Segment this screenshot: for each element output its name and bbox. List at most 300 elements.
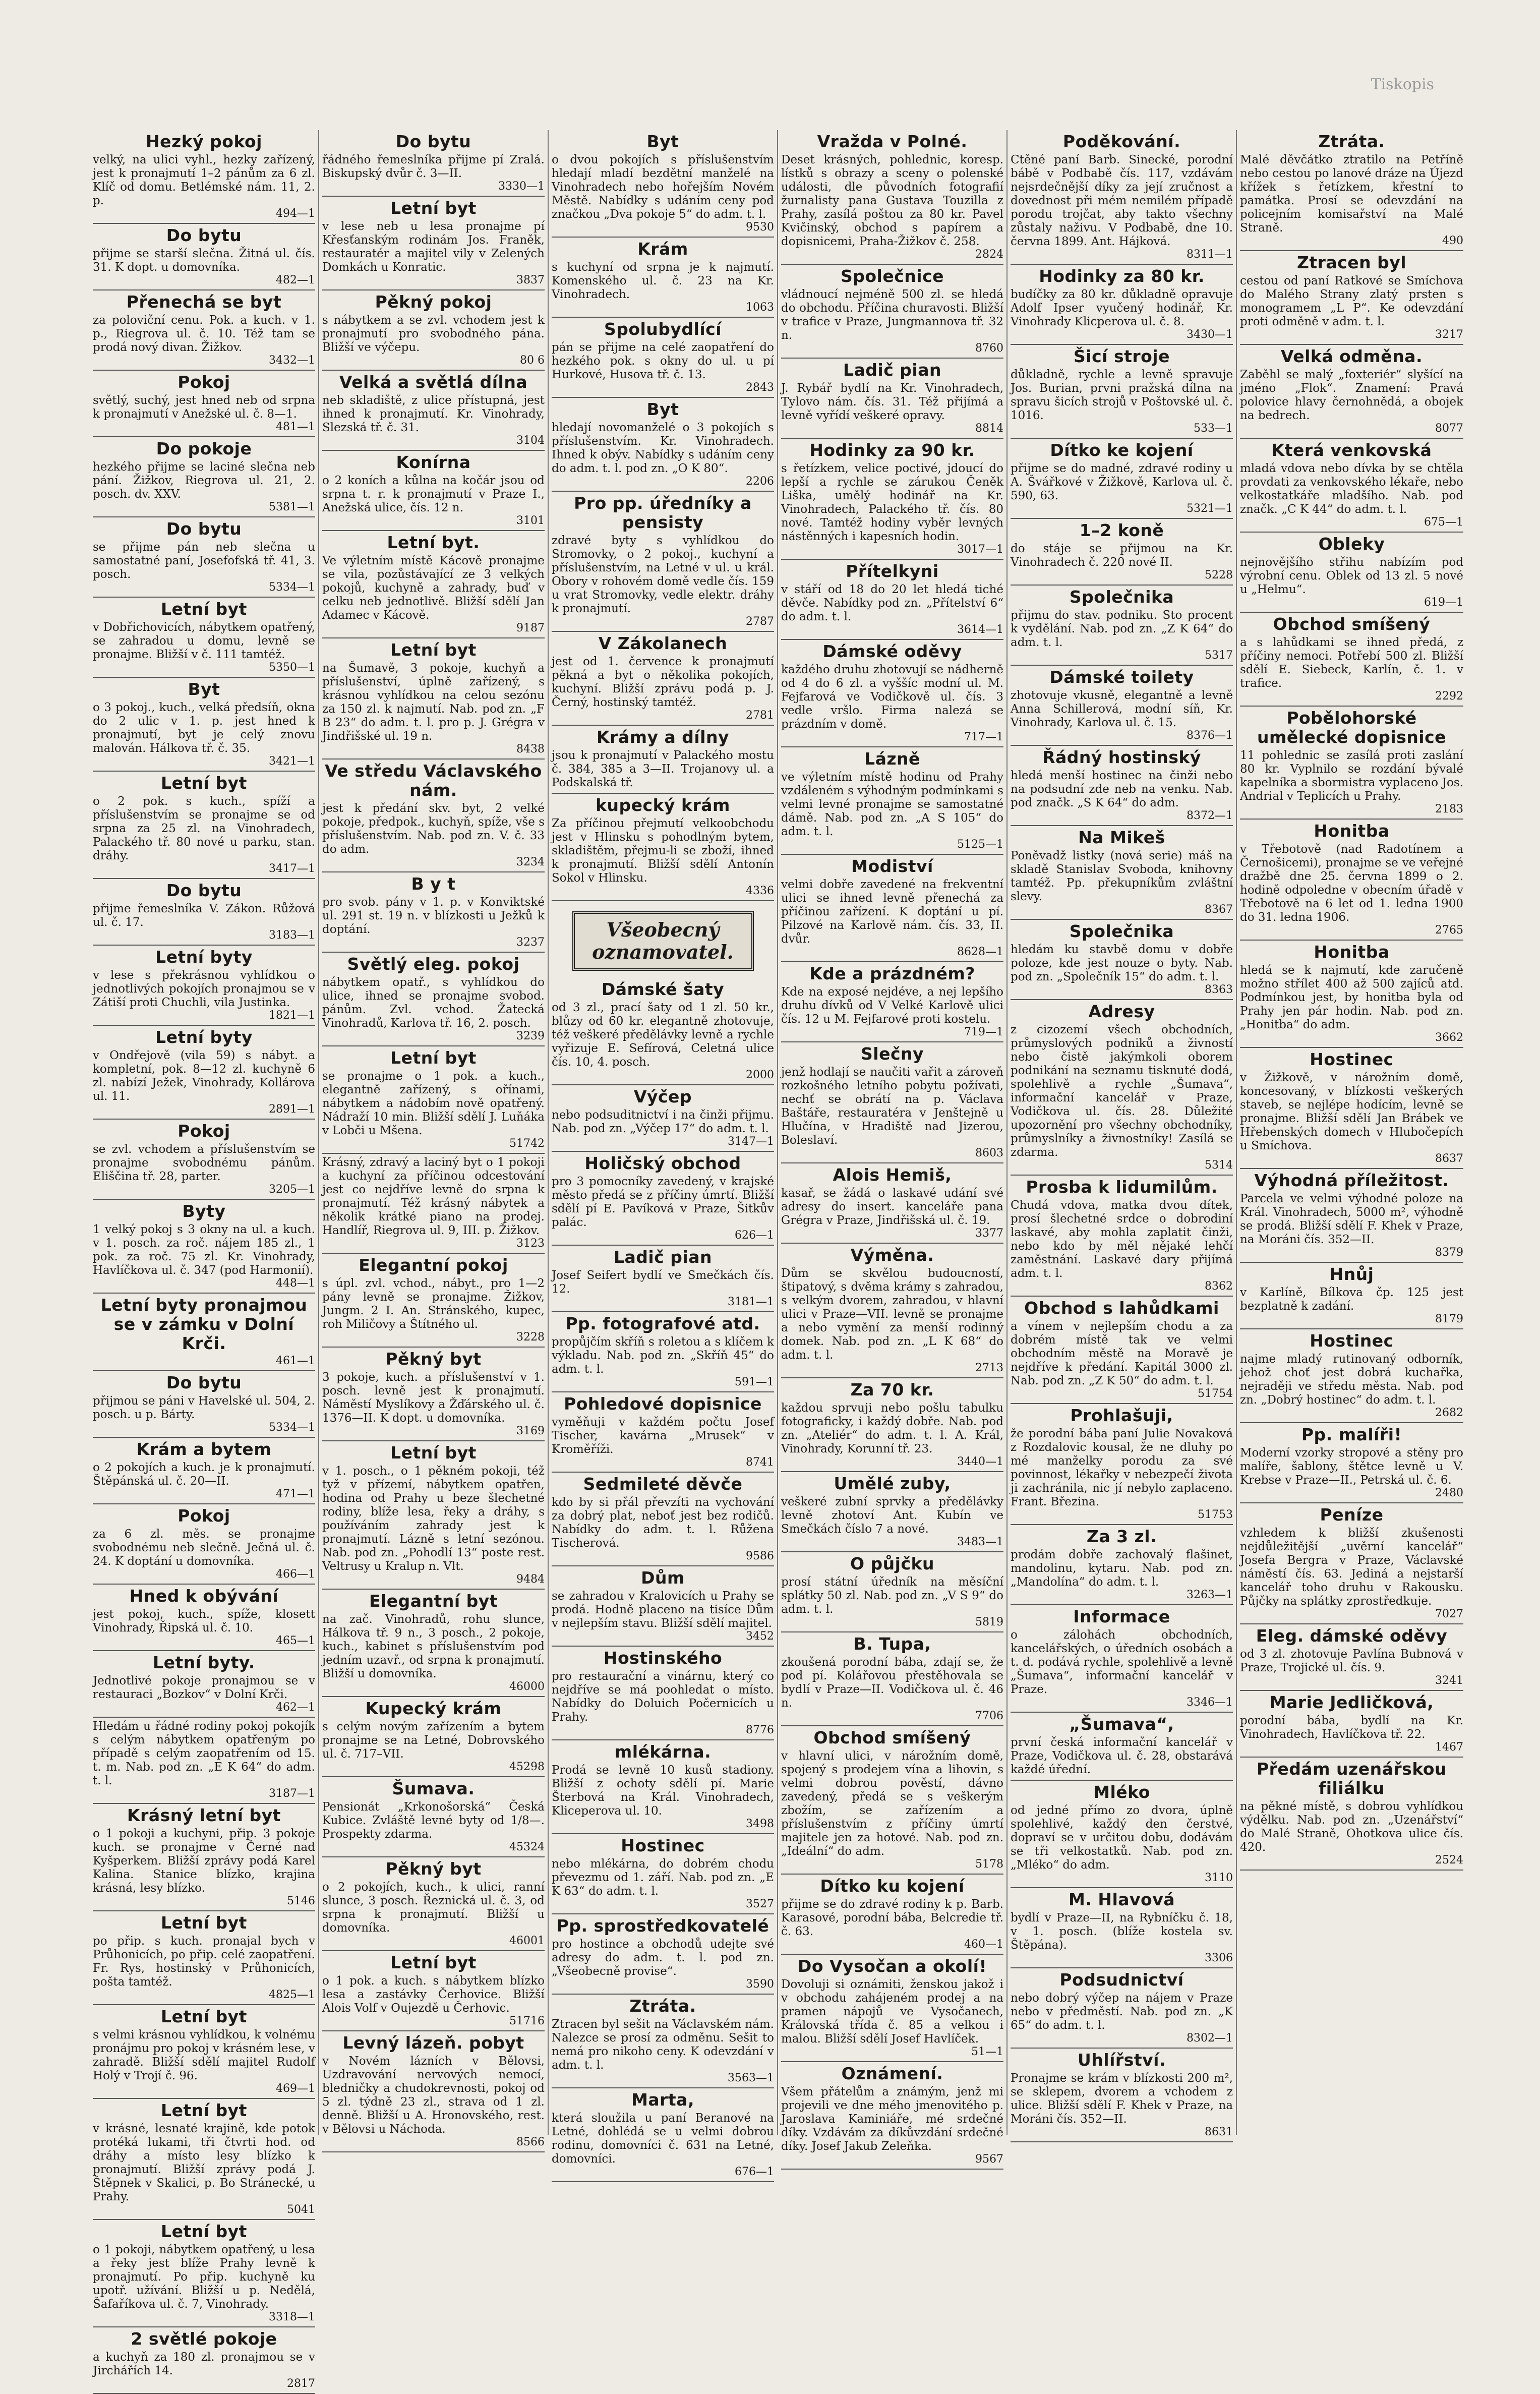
ad-code: 2713	[975, 1362, 1003, 1374]
classified-ad	[93, 2327, 315, 2394]
classified-ad	[552, 238, 774, 318]
classified-ad	[552, 1834, 774, 1914]
ad-code: 5178	[975, 1858, 1003, 1871]
ad-code: 462—1	[276, 1701, 315, 1714]
ad-heading: Hned k obývání	[129, 1586, 279, 1606]
ad-heading: B. Tupa,	[853, 1634, 931, 1654]
ad-heading: Letní byt	[161, 599, 247, 619]
ad-body: o 2 pok. s kuch., spíží a příslušenstvím se pronajme se od srpna za 25 zl. na Vinohradech, Palackého tř. 80 nové u parku, stan. dráhy.	[93, 795, 315, 862]
ad-body: důkladně, rychle a levně spravuje Jos. Burian, prvni pražská dílna na spravu šicích strojů v Poštovské ul. č. 1016.	[1011, 368, 1233, 422]
classified-ad	[322, 531, 545, 638]
ad-code: 51742	[509, 1137, 545, 1150]
ad-body: Ztracen byl sešit na Václavském nám. Nalezce se prosí za odměnu. Sešit to nemá pro nikoho ceny. K odevzdání v adm. t. l.	[552, 2018, 774, 2072]
classified-ad	[552, 1246, 774, 1312]
ad-body: pro restaurační a vinárnu, který co nejdříve se má poohledat o místo. Nabídky do Doluich Počernicích u Prahy.	[552, 1670, 774, 1724]
ad-code: 2891—1	[269, 1103, 315, 1116]
ad-body: o 2 pokojích, kuch., k ulici, ranní slunce, 3 posch. Řeznická ul. č. 3, od srpna k pronajmutí. Bližší u domovníka.	[322, 1881, 545, 1935]
classified-ad	[781, 265, 1003, 359]
ad-body: s nábytkem a se zvl. vchodem jest k pronajmutí pro svobodného pána. Bližší ve výčepu.	[322, 314, 545, 354]
ad-body: která sloužila u paní Beranové na Letné, dohlédá se u velmi dobrou rodinu, domovníci č. 631 na Letné, domovníci.	[552, 2112, 774, 2166]
ad-code: 3421—1	[269, 755, 315, 768]
ad-heading: Letní byt	[161, 2007, 247, 2026]
ad-code: 3169	[516, 1425, 545, 1437]
classified-ad	[552, 1085, 774, 1152]
ad-code: 46000	[509, 1680, 545, 1693]
ad-heading: Do Vysočan a okolí!	[797, 1956, 987, 1976]
ad-code: 1063	[746, 301, 774, 314]
ad-body: přijme řemeslníka V. Zákon. Růžová ul. č. 17.	[93, 902, 315, 929]
ad-code: 8367	[1205, 903, 1233, 916]
ad-body: po přip. s kuch. pronajal bych v Průhonicích, po přip. celé zaopatření. Fr. Rys, hostinský v Průhonicích, pošta tamtéž.	[93, 1935, 315, 1989]
classified-ad	[322, 1777, 545, 1857]
ad-body: Za příčinou přejmutí velkoobchodu jest v Hlinsku s pohodlným bytem, skladištěm, přejmu-li se zboží, ihned k pronajmutí. Bližší sdělí Antonín Sokol v Hlinsku.	[552, 817, 774, 885]
ad-code: 5125—1	[957, 838, 1003, 851]
classified-ad	[781, 1726, 1003, 1875]
ad-code: 3590	[746, 1978, 774, 1991]
ad-body: Pronajme se krám v blízkosti 200 m², se sklepem, dvorem a vchodem z ulice. Bližší sdělí F. Khek v Praze, na Moráni čís. 352—II.	[1011, 2072, 1233, 2126]
ad-code: 8603	[975, 1147, 1003, 1159]
ad-code: 2843	[746, 381, 774, 394]
ad-heading: O půjčku	[850, 1554, 934, 1573]
classified-ad	[1011, 666, 1233, 746]
classified-ad	[781, 962, 1003, 1042]
ad-body: do stáje se přijmou na Kr. Vinohradech č. 220 nové II.	[1011, 542, 1233, 569]
classified-ad	[93, 678, 315, 772]
ad-heading: 2 světlé pokoje	[131, 2329, 277, 2349]
ad-body: Prodá se levně 10 kusů stadiony. Bližší z ochoty sdělí pí. Marie Šterbová na Král. Vinohradech, Kliceperova ul. 10.	[552, 1764, 774, 1818]
classified-ad	[322, 1590, 545, 1697]
ad-code: 3101	[516, 514, 545, 527]
ad-code: 448—1	[276, 1277, 315, 1290]
ad-body: bydlí v Praze—II, na Rybníčku č. 18, v 1. posch. (blíže kostela sv. Štěpána).	[1011, 1911, 1233, 1952]
ad-code: 471—1	[276, 1488, 315, 1500]
ad-body: Dům se skvělou budoucností, štipatový, s dvěma krámy s zahradou, s velkým dvorem, zahradou, v hlavní ulici v Praze—VII. levně se pronajme a nebo vymění za menší rodinný domek. Nab. pod zn. „L K 68“ do adm. t. l.	[781, 1267, 1003, 1362]
ad-heading: Do bytu	[166, 881, 242, 900]
ad-body: světlý, suchý, jest hned neb od srpna k pronajmutí v Anežské ul. č. 8—1.	[93, 394, 315, 421]
ad-body: a vínem v nejlepším chodu a za dobrém místě tak ve velmi obchodním městě na Moravě je nejdříve k předání. Kapitál 3000 zl. Nab. pod zn. „Z K 50“ do adm. t. l.	[1011, 1320, 1233, 1387]
ad-heading: Letní byt	[390, 198, 477, 218]
ad-code: 8637	[1435, 1152, 1463, 1165]
ad-body: s řetízkem, velice poctivé, jdoucí do lepší a rychle se zárukou Čeněk Liška, umělý hodinář na Kr. Vinohradech, Palackého tř. čís. 80 nové. Tamtéž hodiny vyběr levných nástěnných i kapesních hodin.	[781, 462, 1003, 543]
ad-column-2	[319, 130, 549, 2148]
ad-heading: Obchod s lahůdkami	[1024, 1298, 1219, 1318]
classified-ad	[1240, 1758, 1463, 1871]
classified-ad	[322, 1697, 545, 1777]
ad-code: 2824	[975, 248, 1003, 261]
ad-heading: Letní byt	[390, 1443, 477, 1463]
ad-body: 11 pohlednic se zasílá proti zaslání 80 kr. Vyplnilo se rozdání bývalé kapelníka a sbormistra vyplaceno Jos. Andrial v Teplicích u Prahy.	[1240, 749, 1463, 803]
classified-ad	[93, 1120, 315, 1200]
classified-ad	[781, 1552, 1003, 1632]
ad-code: 8814	[975, 422, 1003, 435]
classified-ad	[552, 492, 774, 632]
classified-ad	[781, 1875, 1003, 1955]
ad-heading: Pp. malíři!	[1301, 1425, 1402, 1444]
classified-ad	[93, 290, 315, 371]
ad-code: 8566	[516, 2136, 545, 2148]
ad-code: 3498	[746, 1818, 774, 1830]
ad-heading: Výměna.	[850, 1245, 934, 1265]
ad-body: Moderní vzorky stropové a stěny pro malíře, šablony, štětce levně u V. Krebse v Praze—II., Petrská ul. č. 6.	[1240, 1446, 1463, 1487]
classified-ad	[93, 1804, 315, 1911]
ad-code: 626—1	[735, 1229, 774, 1242]
ad-body: hezkého přijme se laciné slečna neb pání. Žižkov, Riegrova ul. 21, 2. posch. dv. XXV.	[93, 460, 315, 501]
classified-ad	[552, 398, 774, 492]
classified-ad	[93, 879, 315, 946]
ad-heading: Dámské oděvy	[822, 641, 962, 661]
ad-heading: Hostinec	[621, 1836, 705, 1855]
ad-heading: Výhodná příležitost.	[1254, 1171, 1449, 1190]
ad-body: o 3 pokoj., kuch., velká předsíň, okna do 2 ulic v 1. p. jest hned k pronajmutí, byt je celý znovu malován. Hálkova tř. č. 35.	[93, 701, 315, 755]
ad-code: 490	[1442, 235, 1463, 247]
ad-body: hledá menší hostinec na činži nebo na podsudní zde neb na venku. Nab. pod značk. „S K 64“ do adm.	[1011, 769, 1233, 809]
ad-code: 675—1	[1424, 516, 1463, 529]
ad-code: 5819	[975, 1616, 1003, 1628]
ad-code: 3110	[1205, 1872, 1233, 1884]
classified-ad	[93, 224, 315, 290]
classified-ad	[322, 1951, 545, 2031]
ad-heading: Pokoj	[177, 372, 230, 392]
classified-ad	[1240, 345, 1463, 439]
ad-heading: Ztracen byl	[1296, 253, 1407, 272]
ad-heading: Výčep	[633, 1087, 692, 1106]
ad-body: že porodní bába paní Julie Novaková z Rozdalovic kousal, že ne dluhy po mé manželky porodu za své povinnost, lékařky v nebezpečí života ji zachránila, nic jí nebylo zaplaceno. Frant. Březina.	[1011, 1427, 1233, 1508]
ad-code: 3527	[746, 1898, 774, 1910]
ad-heading: Slečny	[860, 1044, 924, 1064]
ad-body: zhotovuje vkusně, elegantně a levně Anna Schillerová, modní síň, Kr. Vinohrady, Karlova ul. č. 15.	[1011, 689, 1233, 729]
classified-ad	[552, 632, 774, 726]
ad-body: v 1. posch., o 1 pěkném pokoji, též tyž v přízemí, nábytkem opatřen, hodina od Prahy u beze šlechetné rodiny, blíže lesa, řeky a dráhy, s používáním zahrady jest k pronajmutí. Lázně s letní sezónou. Nab. pod zn. „Pohodlí 13“ poste rest. Veltrusy u Kralup n. Vlt.	[322, 1465, 545, 1573]
classified-ad	[93, 2220, 315, 2327]
ad-code: 5041	[287, 2203, 315, 2216]
ad-code: 3241	[1435, 1674, 1463, 1687]
ad-code: 8631	[1205, 2126, 1233, 2138]
ad-heading: Letní byty	[155, 1027, 253, 1047]
ad-body: od 3 zl., prací šaty od 1 zl. 50 kr., blůzy od 60 kr. elegantně zhotovuje, též veškeré předělávky levně a rychle vyřizuje E. Sefírová, Celetná ulice čís. 10, 4. posch.	[552, 1001, 774, 1069]
ad-body: v Dobřichovicích, nábytkem opatřený, se zahradou u domu, levně se pronajme. Bližší v č. 111 tamtéž.	[93, 621, 315, 661]
ad-code: 2817	[287, 2377, 315, 2390]
ad-heading: „Šumava“,	[1069, 1714, 1174, 1734]
ad-heading: Velká a světlá dílna	[339, 372, 528, 392]
classified-ad	[93, 1026, 315, 1120]
ad-heading: Společnika	[1069, 921, 1174, 941]
classified-ad	[552, 2088, 774, 2182]
ad-body: na pěkné místě, s dobrou vyhlídkou výdělku. Nab. pod zn. „Uzenářství“ do Malé Straně, Ohotkova ulice čís. 420.	[1240, 1800, 1463, 1854]
classified-ad	[552, 1995, 774, 2088]
ad-body: v Třebotově (nad Radotínem a Černošicemi), pronajme se ve veřejné dražbě dne 25. června 1899 o 2. hodině odpoledne v obecním úřadě v Třebotově na 6 let od 1. ledna 1900 do 31. ledna 1906.	[1240, 843, 1463, 924]
ad-body: nebo dobrý výčep na nájem v Praze nebo v předměstí. Nab. pod zn. „K 65“ do adm. t. l.	[1011, 1992, 1233, 2032]
ad-code: 5381—1	[269, 501, 315, 513]
ad-column-1	[90, 130, 319, 2390]
ad-heading: Hodinky za 80 kr.	[1039, 266, 1205, 286]
ad-heading: Pokoj	[177, 1121, 230, 1141]
classified-ad	[93, 1651, 315, 1718]
ad-body: J. Rybář bydlí na Kr. Vinohradech, Tylovo nám. čís. 31. Též přijímá a levně vyřídí veškeré opravy.	[781, 382, 1003, 422]
ad-body: se zvl. vchodem a příslušenstvím se pronajme svobodnému pánům. Eliščina tř. 28, parter.	[93, 1143, 315, 1183]
ad-body: nebo mlékárna, do dobrém chodu převezmu od 1. září. Nab. pod zn. „E K 63“ do adm. t. l.	[552, 1857, 774, 1898]
ad-code: 3417—1	[269, 862, 315, 875]
ad-body: v Žižkově, v nárožním domě, koncesovaný, v blízkosti veškerých staveb, se nejlépe hodícím, levně se pronajme. Bližší sdělí Jan Brábek ve Hřebenských domech v Hlubočepích u Smíchova.	[1240, 1071, 1463, 1152]
classified-ad	[781, 747, 1003, 855]
classified-ad	[1240, 1329, 1463, 1423]
classified-ad	[552, 1740, 774, 1834]
ad-code: 45324	[509, 1841, 545, 1853]
ad-heading: Řádný hostinský	[1042, 747, 1201, 767]
classified-ad	[552, 726, 774, 794]
ad-heading: Pokoj	[177, 1506, 230, 1526]
ad-body: přijme se do zdravé rodiny k p. Barb. Karasové, porodní bába, Belcredie tř. č. 63.	[781, 1898, 1003, 1938]
classified-ad	[93, 598, 315, 678]
ad-code: 9567	[975, 2153, 1003, 2166]
ad-heading: Poděkování.	[1062, 132, 1181, 151]
ad-code: 80 6	[520, 354, 545, 367]
classified-ad	[1011, 1888, 1233, 1968]
ad-body: za 6 zl. měs. se pronajme svobodnému neb slečně. Ječná ul. č. 24. K doptání u domovníka.	[93, 1528, 315, 1568]
ad-code: 3377	[975, 1227, 1003, 1240]
classified-ad	[1240, 1169, 1463, 1263]
ad-body: Dovoluji si oznámiti, ženskou jakož i v obchodu zahájeném prodej a na pramen nápojů ve Vysočanech, Královská třída č. 85 a velkou i malou. Bližší sdělí Josef Havlíček.	[781, 1978, 1003, 2046]
ad-heading: Letní byt	[161, 2222, 247, 2241]
ad-body: Deset krásných, pohlednic, koresp. lístků s obrazy a sceny o polenské události, dle původních fotografií žurnalisty pana Gustava Touzilla z Prahy, zasílá poštou za 80 kr. Pavel Kvičinský, obchod s papírem a dopisnicemi, Praha-Žižkov č. 258.	[781, 153, 1003, 248]
ad-body: hledám ku stavbě domu v dobře poloze, kde jest nouze o byty. Nab. pod zn. „Společník 15“ do adm. t. l.	[1011, 943, 1233, 983]
classified-ad	[93, 1504, 315, 1585]
classified-ad	[1240, 130, 1463, 251]
ad-code: 717—1	[964, 731, 1003, 743]
ad-heading: Kupecký krám	[365, 1699, 502, 1718]
ad-body: přijme se starší slečna. Žitná ul. čís. 31. K dopt. u domovníka.	[93, 247, 315, 274]
classified-ad	[781, 130, 1003, 265]
ad-body: jest k předání skv. byt, 2 velké pokoje, předpok., kuchyň, spíže, vše s příslušenstvím. Nab. pod zn. V. č. 33 do adm.	[322, 802, 545, 856]
classified-ad	[781, 1472, 1003, 1552]
ad-body: jest pokoj, kuch., spíže, klosett Vinohrady, Řipská ul. č. 10.	[93, 1608, 315, 1634]
ad-body: nejnovějšího střihu nabízím pod výrobní cenu. Oblek od 13 zl. 5 nové u „Helmu“.	[1240, 556, 1463, 596]
classified-ad	[1011, 519, 1233, 586]
ad-body: cestou od paní Ratkové se Smíchova do Malého Strany zlatý prsten s monogramem „L P“. Ke odevzdání proti odměně v adm. t. l.	[1240, 274, 1463, 328]
ad-body: Jednotlivé pokoje pronajmou se v restauraci „Bozkov“ v Dolní Krči.	[93, 1674, 315, 1701]
ad-body: pán se přijme na celé zaopatření do hezkého pok. s okny do ul. u pí Hurkové, Husova tř. č. 13.	[552, 341, 774, 381]
ad-heading: Ve středu Václavského nám.	[325, 761, 542, 800]
ad-code: 8628—1	[957, 946, 1003, 958]
ad-code: 8179	[1435, 1313, 1463, 1325]
ad-body: vládnoucí nejméně 500 zl. se hledá do obchodu. Příčina churavosti. Bližší v trafice v Praze, Jungmannova tř. 32 n.	[781, 288, 1003, 342]
classified-ad	[322, 1441, 545, 1590]
ad-heading: B y t	[411, 874, 456, 894]
ad-code: 482—1	[276, 274, 315, 286]
classified-ad	[552, 1473, 774, 1566]
ad-heading: Hezký pokoj	[146, 132, 262, 151]
classified-ad	[552, 1914, 774, 1995]
ad-heading: Pp. fotografové atd.	[565, 1314, 760, 1333]
ad-heading: Peníze	[1320, 1505, 1384, 1525]
classified-ad	[1011, 2049, 1233, 2142]
ad-heading: Umělé zuby,	[834, 1474, 951, 1493]
ad-code: 8372—1	[1187, 809, 1233, 822]
classified-ad	[552, 318, 774, 398]
ad-code: 5321—1	[1187, 502, 1233, 515]
ad-body: Krásný, zdravý a laciný byt o 1 pokoji a kuchyní za příčinou odcestování jest co nejdříve levně do srpna k pronajmutí. Též krásný nábytek a několik krátké piano na prodej. Handlíř, Riegrova ul. 9, III. p. Žižkov.	[322, 1156, 545, 1237]
classified-ad	[552, 1647, 774, 1740]
classified-ad	[1011, 586, 1233, 666]
ad-code: 8376—1	[1187, 729, 1233, 742]
classified-ad	[1240, 439, 1463, 533]
classified-ad	[781, 855, 1003, 962]
ad-heading: Adresy	[1088, 1002, 1155, 1021]
ad-heading: Podsudnictví	[1059, 1970, 1184, 1990]
classified-ad	[552, 1392, 774, 1473]
ad-heading: Společnice	[840, 266, 944, 286]
ad-code: 9586	[746, 1550, 774, 1562]
ad-code: 7706	[975, 1710, 1003, 1722]
ad-code: 8776	[746, 1724, 774, 1736]
ad-heading: Elegantní pokoj	[359, 1255, 508, 1275]
ad-code: 2000	[746, 1069, 774, 1081]
ad-code: 481—1	[276, 421, 315, 433]
classified-ad	[93, 1438, 315, 1504]
ad-code: 3440—1	[957, 1455, 1003, 1468]
ad-code: 1467	[1435, 1741, 1463, 1754]
ad-heading: Ztráta.	[629, 1996, 696, 2016]
ad-code: 3104	[516, 434, 545, 447]
ad-code: 719—1	[964, 1026, 1003, 1038]
ad-heading: Dámské šaty	[601, 979, 725, 999]
classifieds-columns	[90, 130, 1466, 2390]
classified-ad	[322, 1348, 545, 1441]
ad-body: jenž hodlají se naučiti vařit a zároveň rozkošného letního pobytu požívati, nechť se obrátí na p. Václava Baštáře, restauratéra v Jenštejně u Hlučína, v Hradiště nad Jizerou, Boleslaví.	[781, 1066, 1003, 1147]
classified-ad	[1240, 1048, 1463, 1169]
ad-heading: Honitba	[1314, 942, 1390, 962]
classified-ad	[93, 1911, 315, 2005]
ad-heading: Mléko	[1093, 1782, 1150, 1802]
ad-heading: Hostinec	[1310, 1049, 1394, 1069]
classified-ad	[1011, 265, 1233, 345]
ad-code: 8363	[1205, 983, 1233, 996]
classified-ad	[781, 439, 1003, 560]
ad-code: 1821—1	[269, 1009, 315, 1022]
ad-heading: Byt	[646, 399, 679, 419]
ad-body: kasař, se žádá o laskavé udání své adresy do insert. kanceláře pana Grégra v Praze, Jindřišská ul. č. 19.	[781, 1187, 1003, 1227]
ad-heading: Pěkný byt	[385, 1349, 482, 1369]
ad-heading: Přenechá se byt	[126, 292, 282, 312]
classified-ad	[93, 437, 315, 517]
ad-heading: Letní byt	[390, 1953, 477, 1972]
ad-body: na zač. Vinohradů, rohu slunce, Hálkova tř. 9 n., 3 posch., 2 pokoje, kuch., kabinet s příslušenstvím pod jedním uzavř., od srpna k pronajmutí. Bližší u domovníka.	[322, 1613, 545, 1680]
classified-ad	[1240, 251, 1463, 345]
ad-heading: kupecký krám	[596, 795, 730, 815]
classified-ad	[552, 130, 774, 238]
classified-ad	[93, 1371, 315, 1438]
page-folio: Tiskopis	[1371, 76, 1434, 93]
ad-body: Parcela ve velmi výhodné poloze na Král. Vinohradech, 5000 m², výhodně se prodá. Bližší sdělí F. Khek v Praze, na Moráni čís. 352—II.	[1240, 1192, 1463, 1246]
ad-heading: Letní byty pronajmou se v zámku v Dolní Krči.	[100, 1295, 308, 1353]
ad-code: 469—1	[276, 2082, 315, 2095]
classified-ad	[322, 371, 545, 451]
ad-body: Pensionát „Krkonošorská“ Česká Kubice. Zvláště levné byty od 1/8—. Prospekty zdarma.	[322, 1800, 545, 1841]
ad-code: 3187—1	[269, 1787, 315, 1800]
ad-code: 8438	[516, 743, 545, 755]
ad-code: 3017—1	[957, 543, 1003, 556]
classified-ad	[1240, 820, 1463, 941]
ad-code: 3563—1	[728, 2072, 774, 2084]
ad-heading: Honitba	[1314, 821, 1390, 841]
ad-body: mladá vdova nebo dívka by se chtěla provdati za venkovského lékaře, nebo velkostatkáře mladšího. Nab. pod značk. „C K 44“ do adm. t. l.	[1240, 462, 1463, 516]
ad-code: 9187	[516, 622, 545, 634]
classified-ad	[1011, 1713, 1233, 1781]
ad-heading: Na Mikeš	[1078, 828, 1165, 847]
classified-ad	[781, 1042, 1003, 1163]
ad-code: 619—1	[1424, 596, 1463, 609]
ad-heading: Do bytu	[166, 519, 242, 539]
ad-heading: Prosba k lidumilům.	[1026, 1177, 1218, 1197]
ad-heading: Pobělohorské umělecké dopisnice	[1257, 708, 1447, 747]
ad-code: 676—1	[735, 2166, 774, 2178]
ad-heading: Byt	[646, 132, 679, 151]
ad-heading: Holičský obchod	[584, 1153, 741, 1173]
ad-body: propůjčím skříň s roletou a s klíčem k výkladu. Nab. pod zn. „Skříň 45“ do adm. t. l.	[552, 1335, 774, 1376]
ad-heading: Vražda v Polné.	[817, 132, 968, 151]
ad-code: 8302—1	[1187, 2032, 1233, 2045]
ad-body: pro svob. pány v 1. p. v Konviktské ul. 291 st. 19 n. v blízkosti u Ježků k doptání.	[322, 896, 545, 936]
classified-ad	[1011, 1176, 1233, 1297]
ad-body: od jedné přímo zo dvora, úplně spolehlivé, každý den čerstvé, dopraví se v určitou dobu, dodávám se tři velkostatků. Nab. pod zn. „Mléko“ do adm.	[1011, 1804, 1233, 1872]
classified-ad	[1240, 613, 1463, 707]
classified-ad	[322, 953, 545, 1046]
ad-heading: Letní byt	[161, 2100, 247, 2120]
ad-body: pro 3 pomocníky zavedený, v krajské město předá se z příčiny úmrtí. Bližší sdělí pí E. Pavíková v Praze, Šitkův palác.	[552, 1175, 774, 1229]
classified-ad	[781, 560, 1003, 640]
classified-ad	[322, 1154, 545, 1254]
ad-code: 8379	[1435, 1246, 1463, 1259]
classified-ad	[1011, 1781, 1233, 1888]
ad-code: 3239	[516, 1030, 545, 1042]
ad-heading: Letní byt	[161, 773, 247, 793]
ad-heading: Letní byt	[390, 640, 477, 660]
ad-code: 5317	[1205, 649, 1233, 662]
classified-ad	[1011, 345, 1233, 439]
ad-code: 3237	[516, 936, 545, 949]
ad-heading: Pěkný byt	[385, 1859, 482, 1879]
ad-body: od 3 zl. zhotovuje Pavlína Bubnová v Praze, Trojické ul. čís. 9.	[1240, 1648, 1463, 1674]
ad-code: 460—1	[964, 1938, 1003, 1951]
ad-heading: V Zákolanech	[598, 633, 728, 653]
ad-code: 3205—1	[269, 1183, 315, 1196]
ad-heading: Do bytu	[166, 225, 242, 245]
ad-code: 8362	[1205, 1280, 1233, 1293]
ad-body: o 2 koních a kůlna na kočár jsou od srpna t. r. k pronajmutí v Praze I., Anežská ulice, čís. 12 n.	[322, 474, 545, 514]
classified-ad	[322, 2031, 545, 2152]
ad-heading: Elegantní byt	[369, 1591, 498, 1611]
ad-body: přijmu do stav. podniku. Sto procent k vydělání. Nab. pod zn. „Z K 64“ do adm. t. l.	[1011, 609, 1233, 649]
ad-code: 533—1	[1194, 422, 1233, 435]
ad-body: jsou k pronajmutí v Palackého mostu č. 384, 385 a 3—II. Trojanovy ul. a Podskalská tř.	[552, 749, 774, 789]
ad-body: a s lahůdkami se ihned předá, z příčiny nemoci. Potřebí 500 zl. Bližší sdělí E. Siebeck, Karlín, č. 1. v trafice.	[1240, 636, 1463, 690]
ad-body: velký, na ulici vyhl., hezky zařízený, jest k pronajmutí 1–2 pánům za 6 zl. Klíč od domu. Betlémské nám. 11, 2. p.	[93, 153, 315, 207]
ad-code: 2480	[1435, 1487, 1463, 1499]
classified-ad	[322, 1046, 545, 1154]
classified-ad	[322, 1857, 545, 1951]
ad-code: 8077	[1435, 422, 1463, 435]
ad-heading: Pro pp. úředníky a pensisty	[574, 493, 752, 532]
ad-body: kdo by si přál převzíti na vychování za dobrý plat, neboť jest bez rodičů. Nabídky do adm. t. l. Růžena Tischerová.	[552, 1496, 774, 1550]
classified-ad	[93, 371, 315, 437]
ad-code: 465—1	[276, 1634, 315, 1647]
ad-heading: Oznámení.	[841, 2064, 943, 2083]
classified-ad	[552, 794, 774, 901]
ad-body: Všem přátelům a známým, jenž mi projevili ve dne mého jmenovitého p. Jaroslava Kaminiáře, mé srdečné díky. Vzdávám za díkůvzdání srdečné díky. Josef Jakub Zeleňka.	[781, 2085, 1003, 2153]
ad-heading: Hostinského	[603, 1648, 723, 1668]
ad-body: vzhledem k bližší zkušenosti nejdůležitější „uvěrní kancelář“ Josefa Bergra v Praze, Václavské náměstí čís. 63. Jediná a nejstarší kancelář toho druhu v Rakousku. Půjčky na splátky zprostředkuje.	[1240, 1527, 1463, 1608]
ad-heading: mlékárna.	[614, 1742, 712, 1762]
ad-body: budíčky za 80 kr. důkladně opravuje Adolf Ipser vyučený hodinář, Kr. Vinohrady Klicperova ul. č. 8.	[1011, 288, 1233, 328]
